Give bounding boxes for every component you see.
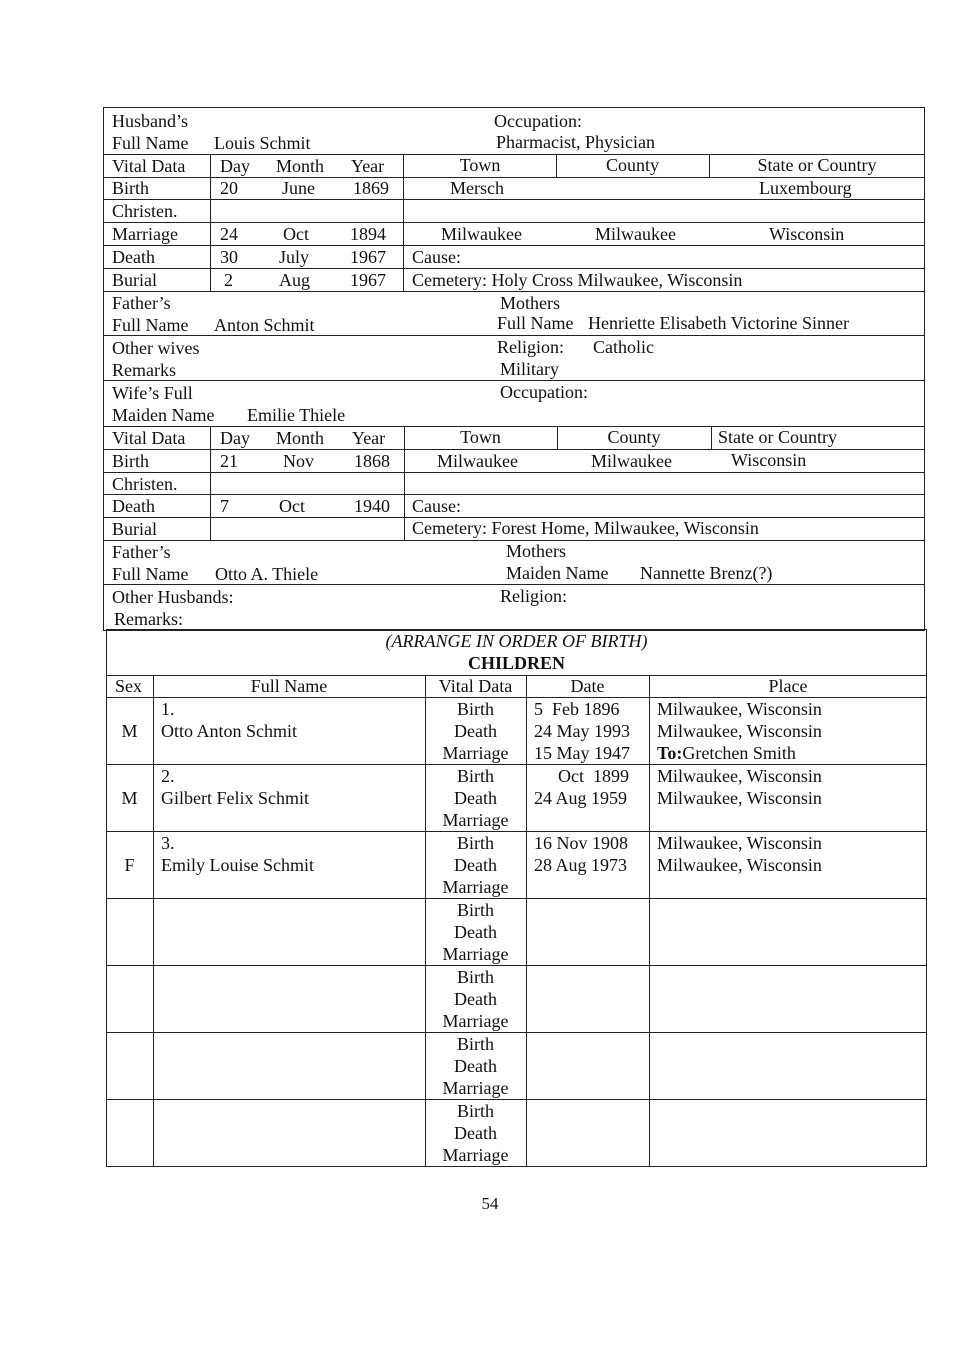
vital-header-label: Vital Data [112, 156, 186, 176]
event-label: Christen. [112, 201, 178, 221]
vital-header-year: Year [351, 156, 385, 176]
father-label: Father’s [112, 293, 171, 313]
mother-full-name-label: Full Name [497, 313, 574, 333]
divider [649, 675, 650, 1167]
death-date: 28 Aug 1973 [534, 855, 628, 875]
remarks-label: Remarks: [114, 609, 183, 629]
religion-label: Religion: [500, 586, 567, 606]
birth-place: Milwaukee, Wisconsin [657, 699, 822, 719]
husband-label-line1: Husband’s [112, 111, 188, 131]
vital-header-month: Month [276, 156, 325, 176]
mother-label: Mothers [506, 541, 566, 561]
husband-father-name: Anton Schmit [214, 315, 315, 335]
religion-label: Religion: [497, 337, 564, 357]
wife-occupation-label: Occupation: [500, 382, 588, 402]
event-state: Wisconsin [769, 224, 845, 244]
mother-maiden-name-label: Maiden Name [506, 563, 609, 583]
vital-birth-label: Birth [456, 833, 494, 853]
vital-header-town: Town [459, 155, 501, 175]
event-label: Christen. [112, 474, 178, 494]
father-label: Father’s [112, 542, 171, 562]
event-day: 2 [224, 270, 233, 290]
vital-death-label: Death [454, 989, 497, 1009]
husband-occupation: Pharmacist, Physician [496, 132, 655, 152]
vital-death-label: Death [454, 721, 497, 741]
event-town: Milwaukee [441, 224, 522, 244]
military-label: Military [500, 359, 559, 379]
marriage-to-prefix: To: [657, 743, 683, 763]
death-place: Milwaukee, Wisconsin [657, 788, 822, 808]
vital-marriage-label: Marriage [442, 944, 509, 964]
divider [153, 675, 154, 1167]
event-label: Birth [112, 178, 150, 198]
event-state: Luxembourg [759, 178, 852, 198]
spouse-name: Gretchen Smith [682, 743, 796, 763]
husband-occupation-label: Occupation: [494, 111, 582, 131]
event-day: 20 [220, 178, 238, 198]
vital-header-year: Year [352, 428, 386, 448]
child-name: Otto Anton Schmit [161, 721, 298, 741]
event-year: 1869 [353, 178, 389, 198]
wife-label-line1: Wife’s Full [112, 383, 193, 403]
divider [103, 472, 925, 473]
divider [711, 426, 712, 449]
remarks-label: Remarks [112, 360, 176, 380]
child-number: 3. [161, 833, 175, 853]
wife-name: Emilie Thiele [247, 405, 346, 425]
mother-label: Mothers [500, 293, 560, 313]
event-year: 1940 [354, 496, 390, 516]
event-year: 1868 [354, 451, 390, 471]
event-month: Oct [283, 224, 309, 244]
vital-marriage-label: Marriage [442, 1145, 509, 1165]
vital-header-state: State or Country [718, 427, 837, 447]
death-date: 24 Aug 1959 [534, 788, 628, 808]
vital-death-label: Death [454, 788, 497, 808]
event-month: Oct [279, 496, 305, 516]
child-sex: M [121, 788, 138, 808]
header-sex: Sex [115, 676, 142, 696]
birth-place: Milwaukee, Wisconsin [657, 766, 822, 786]
header-full-name: Full Name [250, 676, 328, 696]
vital-death-label: Death [454, 922, 497, 942]
event-label: Burial [112, 270, 157, 290]
divider [556, 154, 557, 177]
vital-marriage-label: Marriage [442, 810, 509, 830]
divider [526, 675, 527, 1167]
child-number: 1. [161, 699, 175, 719]
divider [403, 154, 404, 292]
event-label: Burial [112, 519, 157, 539]
wife-mother-name: Nannette Brenz(?) [640, 563, 773, 583]
husband-religion: Catholic [593, 337, 654, 357]
vital-header-month: Month [276, 428, 325, 448]
other-husbands-label: Other Husbands: [112, 587, 234, 607]
event-month: Aug [279, 270, 310, 290]
event-label: Birth [112, 451, 150, 471]
husband-mother-name: Henriette Elisabeth Victorine Sinner [588, 313, 850, 333]
event-month: July [279, 247, 310, 267]
divider [557, 426, 558, 449]
children-instruction: (ARRANGE IN ORDER OF BIRTH) [385, 631, 648, 651]
cemetery: Cemetery: Holy Cross Milwaukee, Wisconsin [412, 270, 743, 290]
event-day: 24 [220, 224, 238, 244]
event-town: Milwaukee [437, 451, 518, 471]
child-name: Emily Louise Schmit [161, 855, 314, 875]
divider [210, 154, 211, 292]
vital-birth-label: Birth [456, 967, 494, 987]
vital-death-label: Death [454, 1123, 497, 1143]
death-place: Milwaukee, Wisconsin [657, 721, 822, 741]
vital-marriage-label: Marriage [442, 1078, 509, 1098]
event-label: Death [112, 247, 155, 267]
child-sex: F [124, 855, 135, 875]
death-cause-label: Cause: [412, 496, 461, 516]
vital-birth-label: Birth [456, 766, 494, 786]
event-day: 7 [220, 496, 229, 516]
vital-header-county: County [605, 155, 659, 175]
children-title: CHILDREN [467, 653, 565, 673]
event-day: 30 [220, 247, 238, 267]
vital-death-label: Death [454, 1056, 497, 1076]
header-vital-data: Vital Data [438, 676, 513, 696]
father-full-name-label: Full Name [112, 315, 189, 335]
event-day: 21 [220, 451, 238, 471]
vital-header-day: Day [220, 428, 250, 448]
header-place: Place [768, 676, 808, 696]
child-number: 2. [161, 766, 175, 786]
death-cause-label: Cause: [412, 247, 461, 267]
vital-header-label: Vital Data [112, 428, 186, 448]
vital-marriage-label: Marriage [442, 877, 509, 897]
vital-death-label: Death [454, 855, 497, 875]
father-full-name-label: Full Name [112, 564, 189, 584]
vital-birth-label: Birth [456, 1034, 494, 1054]
event-town: Mersch [450, 178, 504, 198]
vital-birth-label: Birth [456, 1101, 494, 1121]
event-state: Wisconsin [731, 450, 807, 470]
death-place: Milwaukee, Wisconsin [657, 855, 822, 875]
birth-date: Oct 1899 [558, 766, 629, 786]
husband-name: Louis Schmit [214, 133, 311, 153]
other-wives-label: Other wives [112, 338, 200, 358]
event-label: Death [112, 496, 155, 516]
birth-place: Milwaukee, Wisconsin [657, 833, 822, 853]
divider [404, 426, 405, 540]
wife-label-line2: Maiden Name [112, 405, 215, 425]
vital-marriage-label: Marriage [442, 1011, 509, 1031]
event-month: Nov [283, 451, 314, 471]
vital-header-county: County [607, 427, 661, 447]
header-date: Date [570, 676, 605, 696]
vital-birth-label: Birth [456, 900, 494, 920]
event-county: Milwaukee [595, 224, 676, 244]
marriage-date: 15 May 1947 [534, 743, 630, 763]
divider [709, 154, 710, 177]
page-number: 54 [481, 1194, 499, 1213]
child-sex: M [121, 721, 138, 741]
divider [103, 199, 925, 200]
vital-header-town: Town [460, 427, 501, 447]
cemetery: Cemetery: Forest Home, Milwaukee, Wisconsin [412, 518, 759, 538]
event-year: 1967 [350, 247, 386, 267]
vital-marriage-label: Marriage [442, 743, 509, 763]
child-name: Gilbert Felix Schmit [161, 788, 309, 808]
death-date: 24 May 1993 [534, 721, 630, 741]
birth-date: 5 Feb 1896 [534, 699, 620, 719]
event-year: 1967 [350, 270, 386, 290]
vital-birth-label: Birth [456, 699, 494, 719]
wife-father-name: Otto A. Thiele [215, 564, 319, 584]
divider [210, 426, 211, 540]
birth-date: 16 Nov 1908 [534, 833, 628, 853]
event-month: June [282, 178, 315, 198]
event-year: 1894 [350, 224, 386, 244]
event-county: Milwaukee [591, 451, 672, 471]
vital-header-state: State or Country [757, 155, 877, 175]
vital-header-day: Day [220, 156, 250, 176]
event-label: Marriage [112, 224, 178, 244]
marriage-place [657, 742, 796, 764]
husband-label-line2: Full Name [112, 133, 189, 153]
